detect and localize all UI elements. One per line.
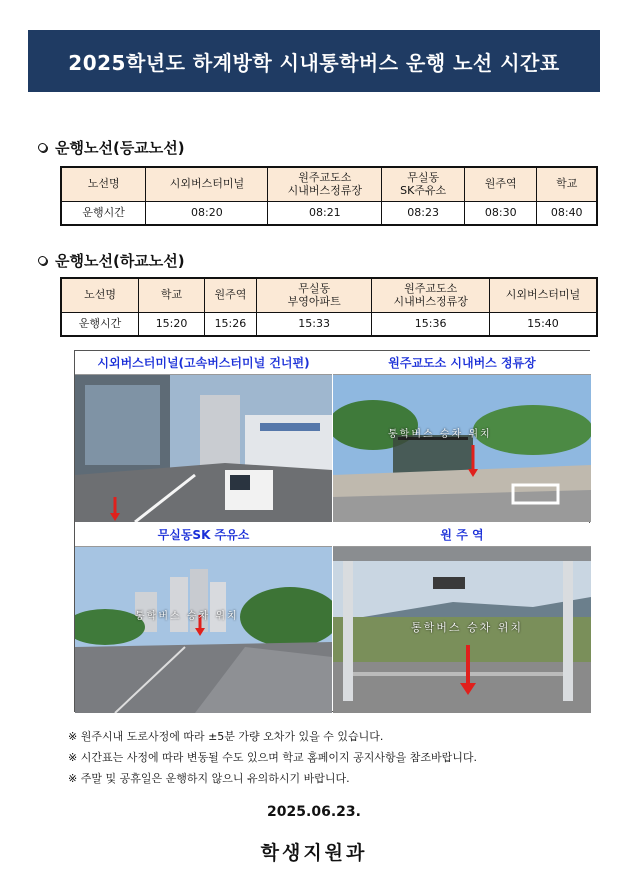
time-cell: 08:21: [268, 201, 382, 225]
photo-caption: 원 주 역: [333, 523, 591, 547]
stop-line: 원주교도소: [404, 281, 458, 295]
table-row: [61, 312, 597, 336]
photo-caption: 원주교도소 시내버스 정류장: [333, 351, 591, 375]
bus-stop-photo-grid: [74, 350, 590, 712]
notice-item: ※ 시간표는 사정에 따라 변동될 수도 있으며 학교 홈페이지 공지사항을 참조바랍니다.: [68, 747, 477, 768]
issue-date: 2025.06.23.: [267, 804, 361, 820]
afternoon-route-heading: [38, 250, 185, 271]
circle-bullet-icon: [38, 143, 47, 152]
afternoon-heading-text: 운행노선(하교노선): [55, 252, 185, 270]
time-cell: 15:40: [489, 312, 597, 336]
stop-cell: 시외버스터미널: [489, 278, 597, 312]
table-row: [61, 167, 597, 201]
stop-line: 무실동: [407, 170, 440, 184]
department-name: 학생지원과: [260, 842, 368, 864]
stop-cell: [268, 167, 382, 201]
photo-caption: 무실동SK 주유소: [75, 523, 332, 547]
stop-cell: [382, 167, 465, 201]
header-label-cell: 노선명: [61, 278, 139, 312]
time-cell: 15:20: [139, 312, 205, 336]
time-cell: 15:26: [204, 312, 256, 336]
photo-terminal: [75, 351, 332, 522]
row-label-cell: 운행시간: [61, 201, 146, 225]
time-cell: 15:36: [372, 312, 490, 336]
time-cell: 08:30: [465, 201, 537, 225]
boarding-location-label: 통학버스 승차 위치: [388, 429, 492, 440]
row-label-cell: 운행시간: [61, 312, 139, 336]
stop-line: 부영아파트: [287, 295, 341, 309]
stop-line: 시내버스정류장: [287, 184, 363, 198]
stop-cell: 학교: [139, 278, 205, 312]
morning-timetable: [60, 166, 598, 226]
stop-line: SK주유소: [400, 184, 447, 198]
time-cell: 08:40: [537, 201, 597, 225]
prison-stop-image: [333, 375, 591, 522]
time-cell: 08:23: [382, 201, 465, 225]
terminal-street-image: [75, 375, 332, 522]
boarding-location-label: 통학버스 승차 위치: [135, 611, 239, 622]
notice-item: ※ 원주시내 도로사정에 따라 ±5분 가량 오차가 있을 수 있습니다.: [68, 726, 477, 747]
notice-list: [68, 726, 477, 789]
stop-line: 원주교도소: [298, 170, 352, 184]
table-row: [61, 201, 597, 225]
morning-route-heading: [38, 137, 185, 158]
notice-item: ※ 주말 및 공휴일은 운행하지 않으니 유의하시기 바랍니다.: [68, 768, 477, 789]
header-label-cell: 노선명: [61, 167, 146, 201]
morning-heading-text: 운행노선(등교노선): [55, 139, 185, 157]
stop-cell: [256, 278, 372, 312]
boarding-location-label: 통학버스 승차 위치: [411, 621, 524, 634]
stop-cell: 원주역: [465, 167, 537, 201]
time-cell: 15:33: [256, 312, 372, 336]
stop-line: 시내버스정류장: [393, 295, 468, 309]
stop-cell: 시외버스터미널: [146, 167, 268, 201]
photo-prison-stop: [333, 351, 591, 522]
stop-line: 무실동: [298, 281, 331, 295]
sk-station-image: [75, 547, 332, 713]
photo-sk-station: [75, 523, 332, 713]
time-cell: 08:20: [146, 201, 268, 225]
page-title: 2025학년도 하계방학 시내통학버스 운행 노선 시간표: [28, 30, 600, 92]
stop-cell: [372, 278, 490, 312]
photo-caption: 시외버스터미널(고속버스터미널 건너편): [75, 351, 332, 375]
stop-cell: 학교: [537, 167, 597, 201]
stop-cell: 원주역: [204, 278, 256, 312]
table-row: [61, 278, 597, 312]
afternoon-timetable: [60, 277, 598, 337]
circle-bullet-icon: [38, 256, 47, 265]
photo-wonju-station: [333, 523, 591, 713]
